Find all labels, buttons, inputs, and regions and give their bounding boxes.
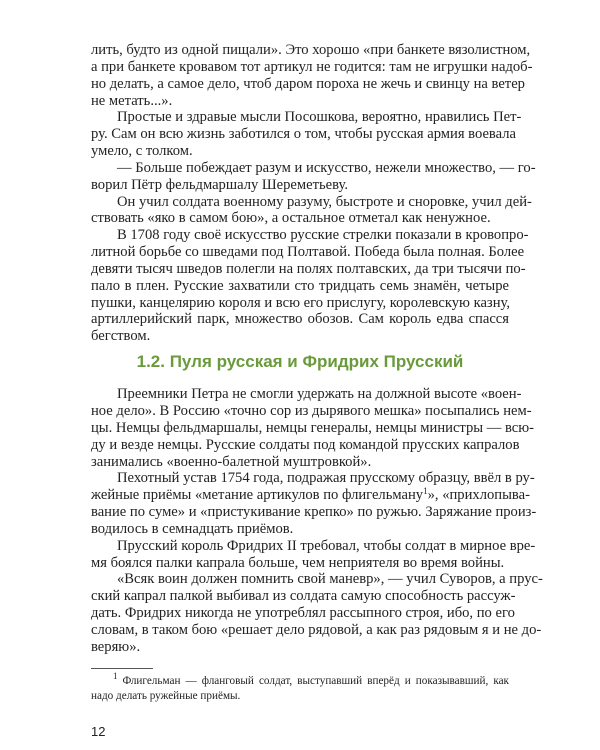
footnote-text: [113, 673, 509, 689]
text-line: занимались «военно-балетной муштровкой».: [91, 453, 372, 470]
text-line: литной борьбе со шведами под Полтавой. Победа была полная. Более: [91, 244, 525, 261]
text-line: Простые и здравые мысли Посошкова, вероятно, нравились Пет-: [117, 109, 522, 126]
text-line: Он учил солдата военному разуму, быстроте и сноровке, учил дей-: [117, 193, 532, 210]
text-line: девяти тысяч шведов полегли на полях полтавских, да три тысячи по-: [91, 260, 526, 277]
text-line: В 1708 году своё искусство русские стрелки показали в кровопро-: [117, 227, 529, 244]
text-line: а при банкете кровавом тот артикул не годится: там не игрушки надоб-: [91, 58, 533, 75]
text-line: артиллерийский парк, множество обозов. Сам король едва спасся: [91, 311, 509, 328]
text-line: «Всяк воин должен помнить свой маневр», — учил Суворов, а прус-: [117, 571, 543, 588]
text-line: ворил Пётр фельдмаршалу Шереметьеву.: [91, 176, 348, 193]
text-line: пушки, канцелярию короля и всю его прислугу, королевскую казну,: [91, 294, 510, 311]
footnote-reference: 1: [423, 486, 428, 497]
text-line: водилось в семнадцать приёмов.: [91, 520, 294, 537]
text-line: мя боялся палки капрала больше, чем неприятеля во время войны.: [91, 554, 505, 571]
text-line-with-footnote: [91, 486, 530, 504]
footnote-text: надо делать ружейные приёмы.: [91, 690, 241, 702]
text-line: бегством.: [91, 328, 151, 345]
text-line: ное дело». В Россию «точно сор из дырявого мешка» посыпались нем-: [91, 403, 532, 420]
text-line: вание по суме» и «пристукивание крепко» по ружью. Заряжание произ-: [91, 504, 537, 521]
footnote-rule: [91, 668, 153, 669]
text-line: ский капрал палкой выбивал из солдата самую способность рассуж-: [91, 588, 516, 605]
page-number: 12: [91, 724, 106, 739]
text-line: Прусский король Фридрих II требовал, чтобы солдат в мирное вре-: [117, 537, 536, 554]
text-line: Пехотный устав 1754 года, подражая прусскому образцу, ввёл в ру-: [117, 470, 535, 487]
text-line: словам, в таком бою «решает дело рядовой, а как раз рядовым я и не до-: [91, 621, 542, 638]
text-line: ду и везде немцы. Русские солдаты под командой прусских капралов: [91, 436, 520, 453]
text-line: пало в плен. Русские захватили сто тридцать семь знамён, четыре: [91, 277, 509, 294]
text-line: веряю».: [91, 638, 141, 655]
section-heading: 1.2. Пуля русская и Фридрих Прусский: [136, 351, 464, 371]
text-line: но делать, а самое дело, чтоб даром пороха не жечь и свинцу на ветер: [91, 75, 525, 92]
text-line: ствовать «яко в самом бою», а остальное отметал как ненужное.: [91, 210, 491, 227]
footnote-marker: 1: [113, 671, 118, 681]
text-line: дать. Фридрих никогда не употреблял рассыпного строя, ибо, по его: [91, 605, 515, 621]
text-segment: », «прихлопыва-: [427, 487, 530, 504]
text-line: не метать...».: [91, 92, 173, 109]
text-line: ру. Сам он всю жизнь заботился о том, чтобы русская армия воевала: [91, 126, 516, 143]
text-line: цы. Немцы фельдмаршалы, немцы генералы, немцы министры — всю-: [91, 419, 535, 436]
text-line: Преемники Петра не смогли удержать на должной высоте «воен-: [117, 386, 522, 403]
footnote-line: Флигельман — фланговый солдат, выступавший вперёд и показывавший, как: [122, 675, 509, 687]
text-line: умело, с толком.: [91, 143, 193, 160]
text-segment: жейные приёмы «метание артикулов по флигельману: [91, 487, 424, 504]
text-line: лить, будто из одной пищали». Это хорошо «при банкете вязолистном,: [91, 42, 531, 59]
text-line: — Больше побеждает разум и искусство, нежели множество, — го-: [117, 159, 536, 176]
